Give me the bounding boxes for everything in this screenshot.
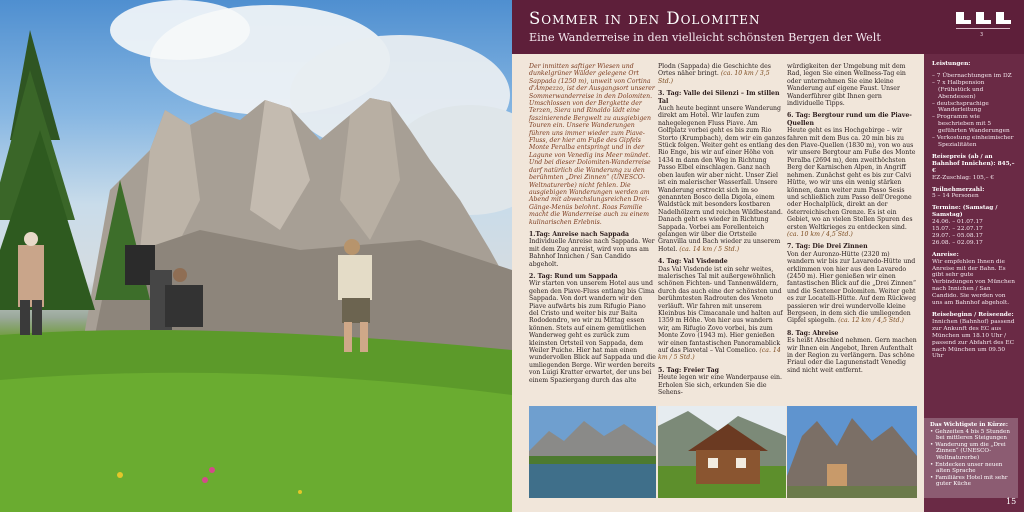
- reisepreis-title: Reisepreis (ab / an Bahnhof Innichen): 845,– €: [932, 153, 1015, 174]
- day-7-text: Von der Auronzo-Hütte (2320 m) wandern wir bis zur Lavaredo-Hütte und erklimmen von hier aus den Lavaredo (2450 m). Hier genießen wir einen fantastischen Blick auf die „Drei Zinnen“ und die Sextener Dolomiten. Weiter geht es zur Locatelli-Hütte. Auf dem Rückweg passieren wir drei wundervolle kleine Bergseen, in dem sich die umliegenden Gipfel spiegeln.: [787, 250, 917, 325]
- day-8: [787, 330, 917, 374]
- summary-item: • Familiäres Hotel mit sehr guter Küche: [930, 474, 1008, 488]
- text-column-1: [529, 63, 656, 389]
- page-number: 15: [1006, 497, 1017, 506]
- text-column-3: [787, 63, 917, 379]
- reisepreis: [932, 154, 1016, 182]
- teilnehmerzahl: [932, 187, 1016, 201]
- day-4: [658, 258, 786, 362]
- day-5: [658, 367, 786, 397]
- day-5-continued: würdigkeiten der Umgebung mit dem Rad, legen Sie einen Wellness-Tag ein oder unternehmen Sie eine kleine Wanderung auf eigene Faust. Unser Wanderführer gibt Ihnen gern individuelle Tipps.: [787, 63, 906, 108]
- day-4-note: (ca. 14 km / 5 Std.): [658, 347, 781, 362]
- page-subtitle: Eine Wanderreise in den vielleicht schönsten Bergen der Welt: [529, 31, 881, 44]
- day-1-text: Individuelle Anreise nach Sappada. Wer mit dem Zug anreist, wird von uns am Bahnhof Innichen / San Candido abgeholt.: [529, 238, 655, 268]
- anreise: [932, 252, 1016, 307]
- ez-zuschlag: EZ-Zuschlag: 105,– €: [932, 174, 995, 181]
- day-7-note: (ca. 12 km / 4,5 Std.): [838, 317, 904, 325]
- boot-icon: [952, 8, 1014, 28]
- day-2-title: 2. Tag: Rund um Sappada: [529, 272, 618, 280]
- day-2-continued: [658, 63, 786, 85]
- leistung-item: – 7 Übernachtungen im DZ: [932, 72, 1012, 79]
- day-2-cont-text: Plodn (Sappada) die Geschichte des Ortes näher bringt.: [658, 63, 771, 78]
- termin-item: 29.07. – 05.08.17: [932, 232, 983, 239]
- day-3-text: Auch heute beginnt unsere Wanderung direkt am Hotel. Wir laufen zum nahegelegenen Fluss Piave. Am Golfplatz vorbei geht es bis zum Rio Storto (Krumpbach), dem wir ein ganzes Stück folgen. Weiter geht es entlang des Rio Enge, bis wir auf einer Höhe von 1434 m dann den Weg in Richtung Passo Elbel einschlagen. Ganz nach oben laufen wir aber nicht. Unser Ziel ist ein malerischer Wasserfall. Unsere Wanderung erstreckt sich im so genannten Bosco della Digola, einem Waldstück mit besonders kostbaren Nadelhölzern und reichen Wildbestand. Danach geht es wieder in Richtung Sappada. Vorbei am Forellenteich gelangen wir über die Ortsteile Granvilla und Bach wieder zu unserem Hotel.: [658, 105, 786, 253]
- summary-item: • Entdecken unser neuen alten Sprache: [930, 461, 1003, 475]
- termin-item: 15.07. – 22.07.17: [932, 226, 983, 233]
- day-3: [658, 90, 786, 253]
- teilnehmer-title: Teilnehmerzahl:: [932, 186, 985, 193]
- day-3-note: (ca. 14 km / 5 Std.): [679, 245, 740, 253]
- leistung-item: – 7 x Halbpension (Frühstück und Abendessen): [932, 79, 985, 100]
- leistung-item: – Programm wie beschrieben mit 5 geführten Wanderungen: [932, 114, 1010, 135]
- leistungen-title: Leistungen:: [932, 61, 971, 67]
- day-6-text: Heute geht es ins Hochgebirge – wir fahren mit dem Bus ca. 20 min bis zu den Piave-Quellen (1830 m), von wo aus wir unsere Bergtour am Fuße des Monte Peralba (2694 m), dem zweithöchsten Berg der Karnischen Alpen, in Angriff nehmen. Zunächst geht es bis zur Calvi Hütte, wo wir uns ein wenig stärken können, dann weiter zum Passo Sesis und schließlich zum Passo dell'Oregone oder Hochalplück, direkt an der österreichischen Grenze. Es ist ein Gebiet, wo an vielen Stellen Spuren des ersten Weltkrieges zu entdecken sind.: [787, 127, 916, 231]
- day-4-title: 4. Tag: Val Visdende: [658, 258, 728, 266]
- reisebeginn-text: Innichen (Bahnhof) passend zur Ankunft des EC aus München um 18.10 Uhr / passend zur Abfahrt des EC nach München um 09.50 Uhr: [932, 318, 1015, 360]
- summary-title: Das Wichtigste in Kürze:: [930, 422, 1008, 428]
- day-3-title: 3. Tag: Valle dei Silenzi – Im stillen Tal: [658, 90, 780, 105]
- termine-title: Termine: (Samstag / Samstag): [932, 205, 998, 219]
- day-7: [787, 243, 917, 324]
- day-8-text: Es heißt Abschied nehmen. Gern machen wir Ihnen ein Angebot, Ihren Aufenthalt in der Region zu verlängern. Das schöne Friaul oder die Lagunenstadt Venedig sind nicht weit entfernt.: [787, 337, 917, 374]
- text-page: [512, 0, 1024, 512]
- day-5-title: 5. Tag: Freier Tag: [658, 366, 719, 374]
- day-7-title: 7. Tag: Die Drei Zinnen: [787, 243, 868, 251]
- day-8-title: 8. Tag: Abreise: [787, 329, 839, 337]
- day-2: [529, 273, 656, 384]
- day-2-text: Wir starten von unserem Hotel aus und gehen den Piave-Fluss entlang bis Cima Sappada. Von dort wandern wir den Piave aufwärts bis zum Rifugio Piano del Cristo und weiter bis zur Baita Rododendro, wo wir zu Mittag essen können. Stets auf einem gemütlichen Wanderweg geht es zurück zum kleinsten Ortsteil von Sappada, dem Weiler Puiche. Hier hat man einen wundervollen Blick auf Sappada und die umliegenden Berge. Wir werden bereits von Luigi Kratter erwartet, der uns bei einem Spaziergang durch das alte: [529, 280, 656, 384]
- day-2-note: (ca. 10 km / 3,5 Std.): [658, 70, 770, 85]
- hiking-boots-rating: [952, 8, 1014, 38]
- day-1: [529, 231, 656, 268]
- day-6-title: 6. Tag: Bergtour rund um die Piave-Quellen: [787, 112, 912, 127]
- header-banner: [512, 0, 1024, 54]
- reisebeginn-title: Reisebeginn / Reiseende:: [932, 312, 1014, 318]
- termin-item: 24.06. – 01.07.17: [932, 219, 983, 226]
- boot-divider: [956, 28, 1010, 31]
- boot-counter: 3: [980, 32, 984, 38]
- teilnehmer-value: 5 – 14 Personen: [932, 193, 979, 200]
- intro-paragraph: Der inmitten saftiger Wiesen und dunkelgrüner Wälder gelegene Ort Sappada (1250 m), unweit von Cortina d'Ampezzo, ist der Ausgangsort unserer Sommerwanderreise in den Dolomiten. Umschlossen von der Bergkette der Terzen, Siera und Rinaldo lädt eine faszinierende Bergwelt zu ausgiebigen Touren ein. Unsere Wanderungen führen uns immer wieder zum Piave-Fluss, der hier am Fuße des Gipfels Monte Peralba entspringt und in der Lagune von Venedig ins Meer mündet. Und bei dieser Dolomiten-Wanderreise darf natürlich die Wanderung zu den berühmten „Drei Zinnen“ (UNESCO-Weltnaturerbe) nicht fehlen. Die ausgiebigen Wanderungen werden am Abend mit abwechslungsreichen Drei-Gänge-Menüs belohnt. Roas Familie macht die Wanderreise auch zu einem kulinarischen Erlebnis.: [529, 63, 655, 226]
- photo-hut: [658, 406, 786, 498]
- text-column-2: [658, 63, 786, 401]
- photo-peaks: [787, 406, 917, 498]
- day-1-title: 1.Tag: Anreise nach Sappada: [529, 230, 630, 238]
- anreise-text: Wir empfehlen Ihnen die Anreise mit der Bahn. Es gibt sehr gute Verbindungen von München nach Innichen / San Candido. Sie werden von uns am Bahnhof abgeholt.: [932, 258, 1015, 307]
- termin-item: 26.08. – 02.09.17: [932, 239, 983, 246]
- leistungen: [932, 61, 1016, 68]
- day-6-note: (ca. 10 km / 4,5 Std.): [787, 230, 853, 238]
- day-5-text: Heute legen wir eine Wanderpause ein. Erholen Sie sich, erkunden Sie die Sehens-: [658, 374, 782, 397]
- summary-box: [924, 418, 1018, 498]
- day-6: [787, 112, 917, 238]
- leistung-item: – deutschsprachige Wanderleitung: [932, 100, 989, 114]
- termine: [932, 205, 1016, 246]
- anreise-title: Anreise:: [932, 251, 959, 258]
- photo-lake: [529, 406, 656, 498]
- leistung-item: – Verkostung einheimischer Spezialitäten: [932, 135, 1014, 148]
- summary-item: • Wanderung um die „Drei Zinnen“ (UNESCO-Weltnaturerbe): [930, 441, 1006, 461]
- day-4-text: Das Val Visdende ist ein sehr weites, malerisches Tal mit außergewöhnlich schönen Fichten- und Tannenwäldern, durch das auch eine der schönsten und berühmtesten Radrouten des Veneto verläuft. Wir fahren mit unserem Kleinbus bis Cimacanale und halten auf 1359 m Höhe. Von hier aus wandern wir, am Rifugio Zovo vorbei, bis zum Monte Zovo (1943 m). Hier genießen wir einen fantastischen Panoramablick auf das Piavetal – Val Comelico.: [658, 265, 783, 355]
- page-title: Sommer in den Dolomiten: [529, 9, 761, 28]
- summary-item: • Gehzeiten 4 bis 5 Stunden bei mittleren Steigungen: [930, 428, 1010, 442]
- reisebeginn: [932, 312, 1016, 360]
